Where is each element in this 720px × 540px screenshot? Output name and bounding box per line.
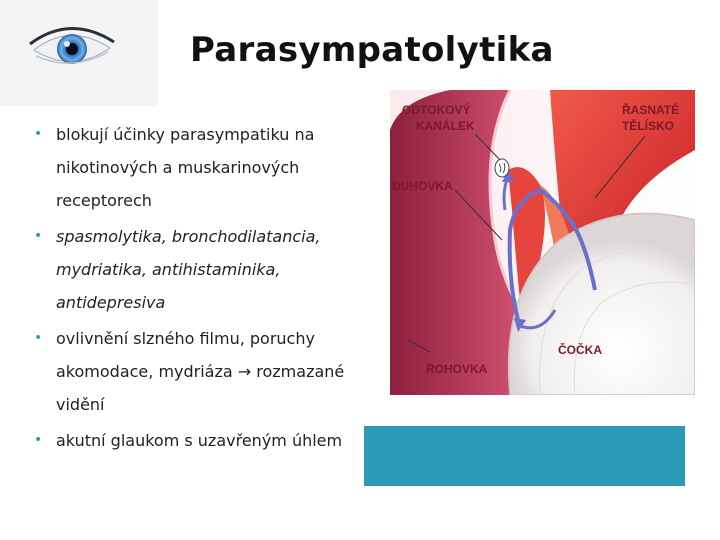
bullet-marker: • <box>34 330 43 346</box>
list-item <box>34 118 364 217</box>
bullet-text: spasmolytika, bronchodilatancia, mydriatika, antihistaminika, antidepresiva <box>56 227 321 312</box>
bullet-marker: • <box>34 228 43 244</box>
label-cocka: ČOČKA <box>558 343 602 357</box>
accent-box <box>364 426 685 486</box>
eye-anatomy-diagram <box>390 90 695 395</box>
drainage-canal <box>495 159 509 177</box>
bullet-list <box>34 118 364 460</box>
eye-icon <box>0 0 158 106</box>
label-odtokovy-2: KANÁLEK <box>416 119 475 133</box>
label-rasnate-1: ŘASNATÉ <box>622 103 680 117</box>
bullet-text: akutní glaukom s uzavřeným úhlem <box>56 431 343 450</box>
bullet-text: ovlivnění slzného filmu, poruchy akomodace, mydriáza → rozmazané vidění <box>56 329 345 414</box>
label-rasnate-2: TĚLÍSKO <box>622 119 675 133</box>
list-item <box>34 322 364 421</box>
list-item <box>34 220 364 319</box>
logo-panel <box>0 0 158 106</box>
list-item <box>34 424 364 457</box>
label-rohovka: ROHOVKA <box>426 362 488 376</box>
bullet-marker: • <box>34 432 43 448</box>
label-duhovka: DUHOVKA <box>392 179 453 193</box>
slide-title: Parasympatolytika <box>190 30 554 70</box>
bullet-text: blokují účinky parasympatiku na nikotinových a muskarinových receptorech <box>56 125 315 210</box>
label-odtokovy-1: ODTOKOVÝ <box>402 103 471 117</box>
bullet-marker: • <box>34 126 43 142</box>
